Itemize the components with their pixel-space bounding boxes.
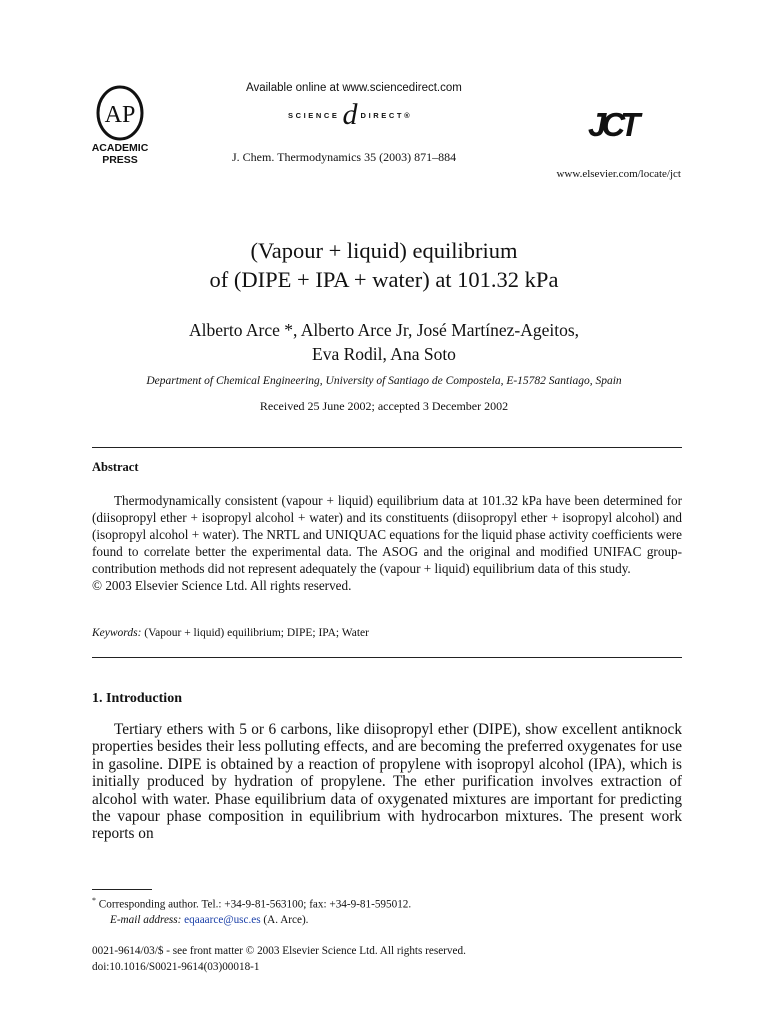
author-list	[0, 318, 768, 366]
front-matter	[92, 943, 466, 975]
authors-line2: Eva Rodil, Ana Soto	[312, 344, 456, 364]
publisher-mark: AP	[104, 102, 136, 128]
email-label: E-mail address:	[110, 913, 182, 926]
journal-citation: J. Chem. Thermodynamics 35 (2003) 871–884	[232, 150, 457, 164]
academic-press-logo-icon	[92, 84, 148, 142]
received-dates: Received 25 June 2002; accepted 3 December 2002	[259, 399, 509, 413]
keywords-list: (Vapour + liquid) equilibrium; DIPE; IPA; Water	[144, 627, 369, 639]
footnote-corresponding-text: Corresponding author. Tel.: +34-9-81-563100; fax: +34-9-81-595012.	[98, 898, 412, 911]
publisher-name	[80, 142, 160, 166]
footnote	[92, 893, 682, 928]
available-online-text: Available online at www.sciencedirect.com	[246, 82, 462, 94]
abstract-bottom-rule	[92, 657, 682, 658]
abstract-body	[92, 492, 682, 594]
affiliation: Department of Chemical Engineering, University of Santiago de Compostela, E-15782 Santiago, Spain	[146, 375, 622, 387]
publisher-name-line2: PRESS	[102, 154, 138, 166]
publisher-name-line1: ACADEMIC	[91, 142, 149, 154]
publisher-logo	[80, 84, 160, 168]
footnote-email-line	[92, 913, 682, 928]
abstract-copyright: © 2003 Elsevier Science Ltd. All rights reserved.	[92, 578, 352, 593]
keywords	[92, 627, 369, 639]
article-title-line2: of (DIPE + IPA + water) at 101.32 kPa	[209, 267, 559, 292]
footnote-rule	[92, 889, 152, 890]
authors-line1: Alberto Arce *, Alberto Arce Jr, José Martínez-Ageitos,	[188, 320, 580, 340]
article-title	[0, 236, 768, 294]
front-matter-issn: 0021-9614/03/$ - see front matter © 2003 Elsevier Science Ltd. All rights reserved.	[92, 945, 466, 957]
footnote-corresponding	[92, 893, 682, 913]
sciencedirect-mark: d	[342, 98, 358, 131]
abstract-top-rule	[92, 447, 682, 448]
journal-locator-url[interactable]: www.elsevier.com/locate/jct	[556, 168, 681, 180]
abstract-heading: Abstract	[92, 460, 139, 474]
keywords-label: Keywords:	[92, 627, 142, 639]
footnote-marker: *	[92, 896, 96, 905]
journal-logo: JCT	[588, 106, 636, 143]
sciencedirect-left-word: SCIENCE	[288, 110, 340, 120]
front-matter-doi[interactable]: doi:10.1016/S0021-9614(03)00018-1	[92, 961, 260, 973]
sciencedirect-right-word: DIRECT®	[360, 110, 413, 120]
section-heading: 1. Introduction	[92, 691, 182, 706]
email-link[interactable]: eqaaarce@usc.es	[184, 913, 261, 926]
article-title-line1: (Vapour + liquid) equilibrium	[250, 238, 518, 263]
section-body-text: Tertiary ethers with 5 or 6 carbons, like diisopropyl ether (DIPE), show excellent antiknock properties besides their less polluting effects, and are becoming the preferred oxygenates for use in gasoline. DIPE is obtained by a reaction of propylene with isopropyl alcohol (IPA), which is initially produced by hydration of propylene. The ether purification involves extraction of alcohol with water. Phase equilibrium data of oxygenated mixtures are important for predicting the vapour phase composition in equilibrium with hydrocarbon mixtures. The present work reports on	[92, 721, 682, 843]
sciencedirect-logo	[288, 98, 412, 132]
abstract-text: Thermodynamically consistent (vapour + liquid) equilibrium data at 101.32 kPa have been determined for (diisopropyl ether + isopropyl alcohol + water) and its constituents (diisopropyl ether + isopropyl alcohol) and (isopropyl alcohol + water). The NRTL and UNIQUAC equations for the liquid phase activity coefficients were found to correlate better the experimental data. The ASOG and the original and modified UNIFAC group-contribution methods did not represent adequately the (vapour + liquid) equilibrium data of this study.	[92, 493, 682, 576]
email-suffix: (A. Arce).	[263, 913, 309, 926]
